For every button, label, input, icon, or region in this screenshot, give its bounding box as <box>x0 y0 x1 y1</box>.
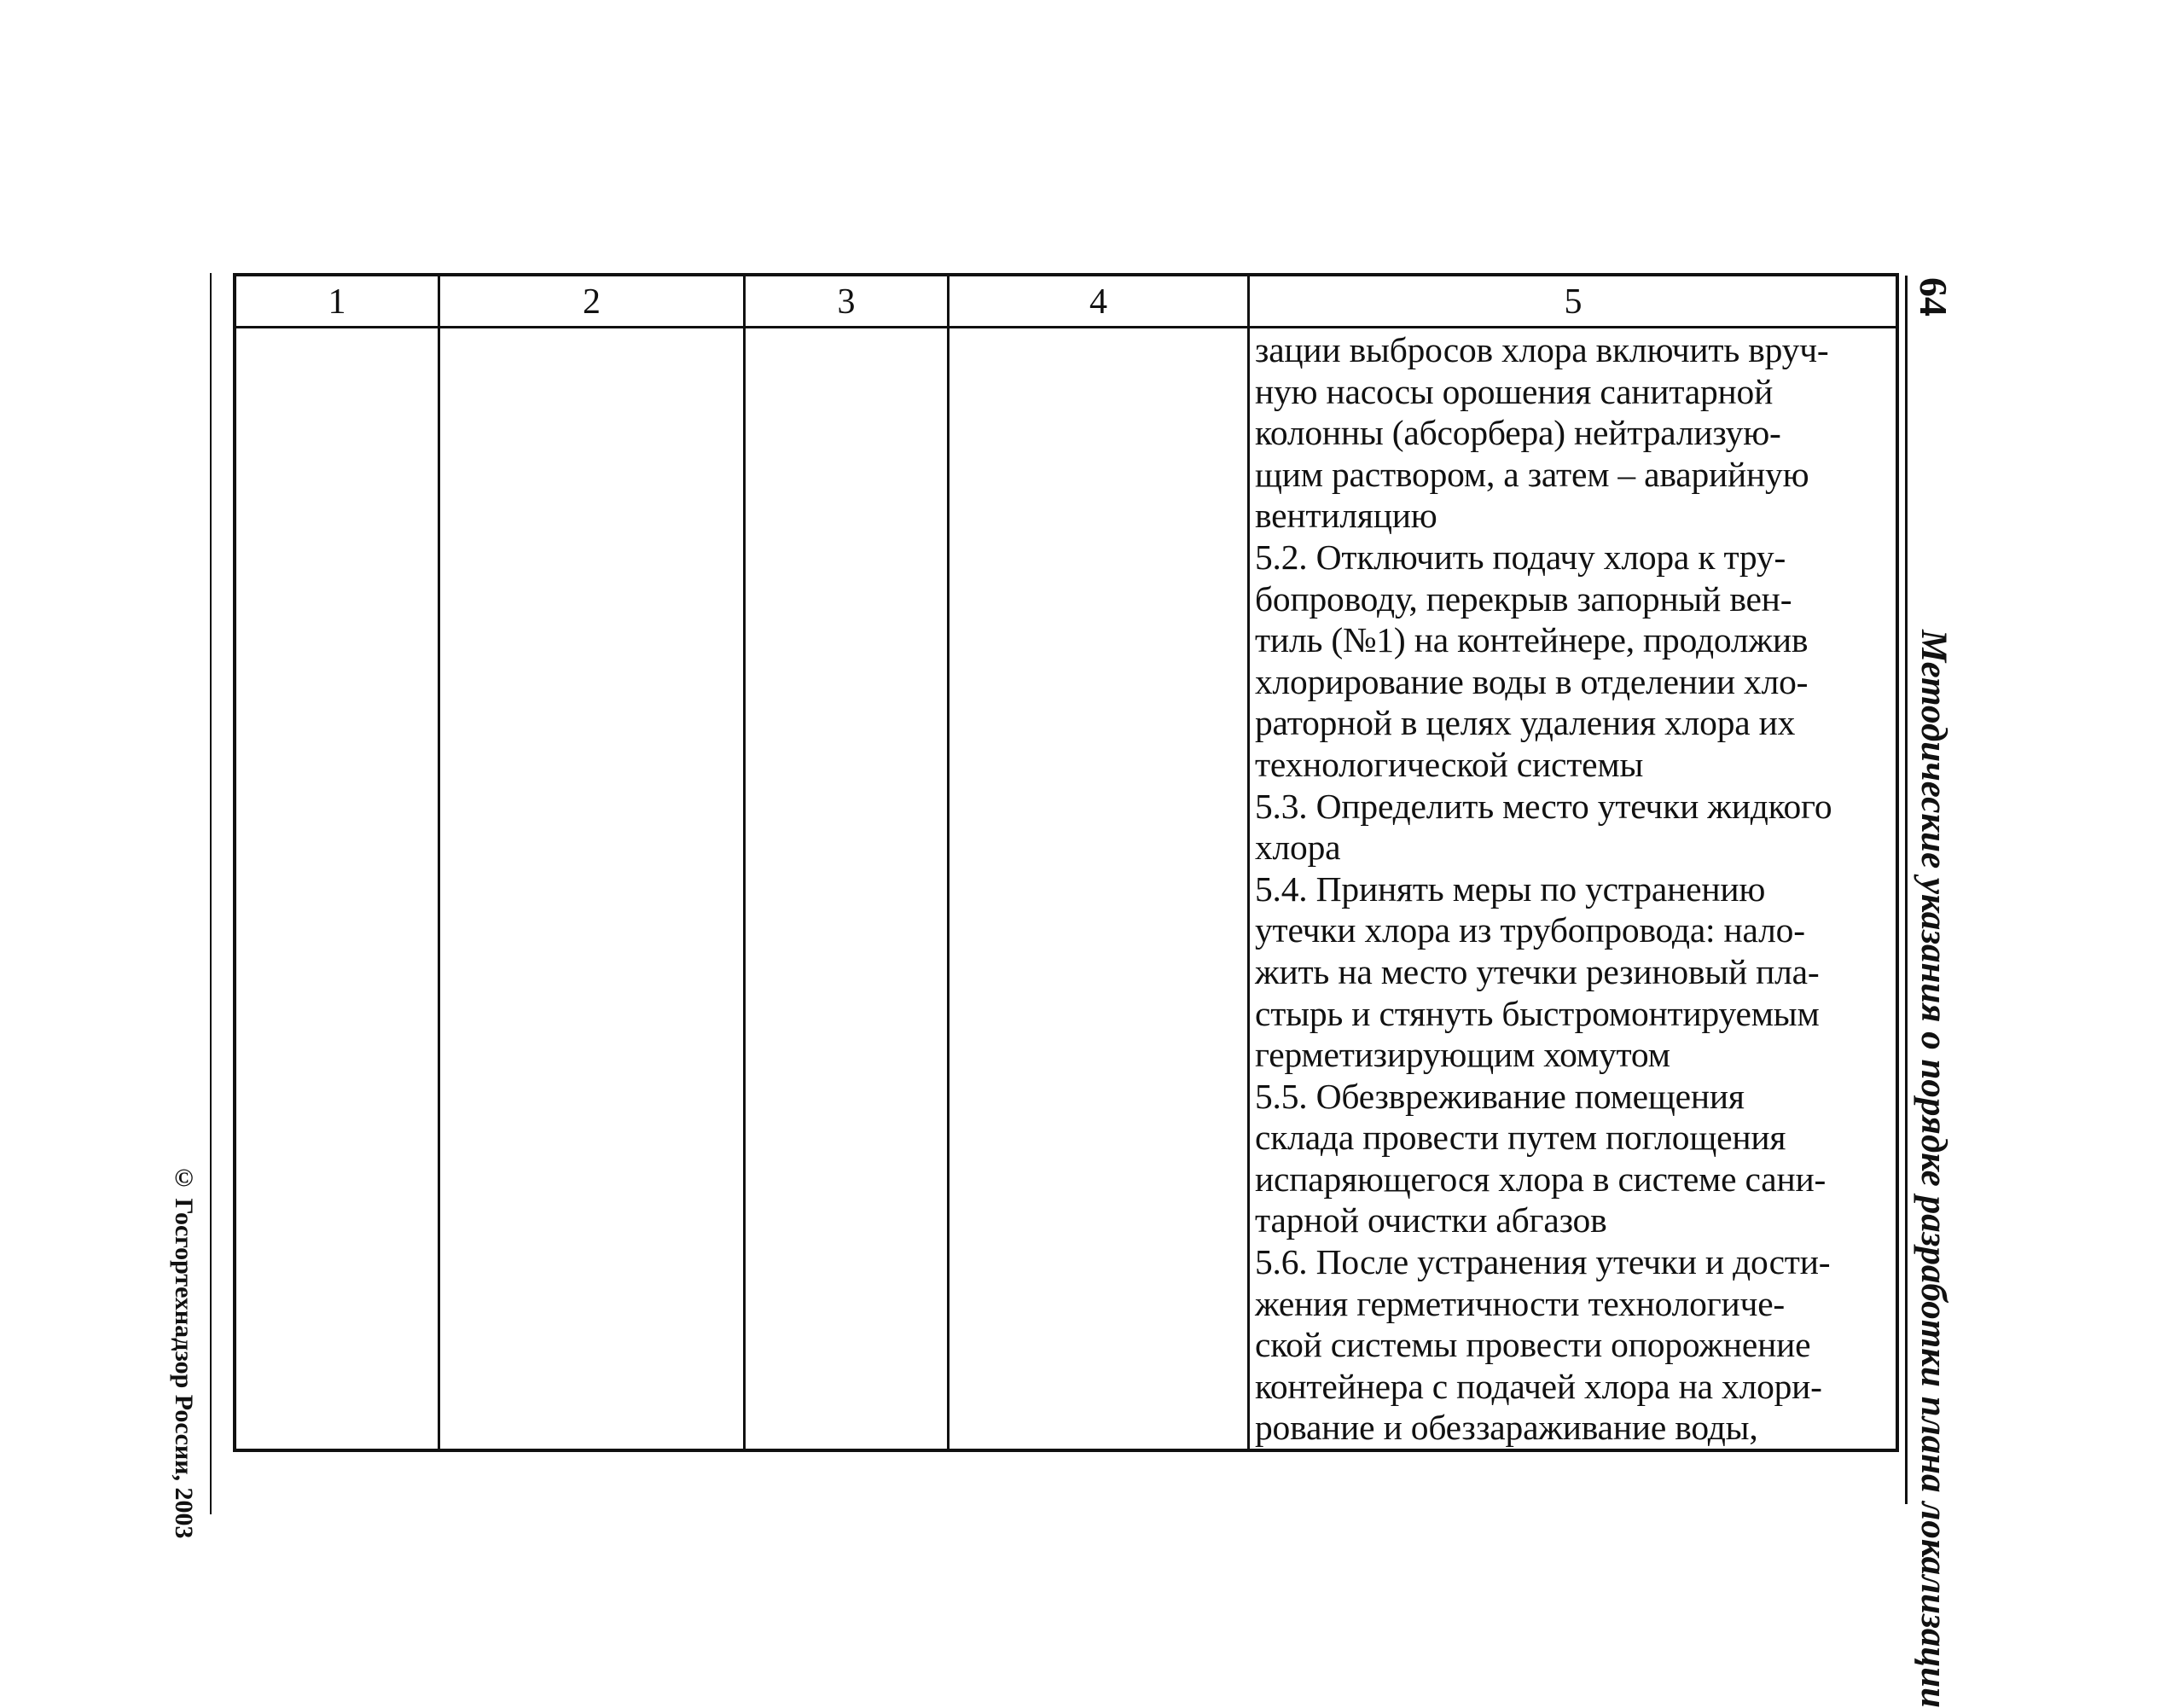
column-header-3: 3 <box>837 282 856 322</box>
text-line: бопроводу, перекрыв запорный вен- <box>1255 578 1792 619</box>
left-margin-rule <box>210 273 212 1514</box>
text-line: вентиляцию <box>1255 496 1437 536</box>
text-line: 5.3. Определить место утечки жидкого <box>1255 786 1832 826</box>
running-title: Методические указания о порядке разработки плана локализации <box>1914 630 1954 1708</box>
column-header-2: 2 <box>583 282 601 322</box>
column-divider <box>1247 276 1250 1449</box>
text-line: стырь и стянуть быстромонтируемым <box>1255 993 1820 1033</box>
text-line: 5.6. После устранения утечки и дости- <box>1255 1242 1831 1282</box>
text-line: зации выбросов хлора включить вруч- <box>1255 330 1829 369</box>
text-line: хлора <box>1255 828 1341 868</box>
header-row-divider <box>236 326 1896 328</box>
text-line: 5.4. Принять меры по устранению <box>1255 869 1766 909</box>
column-divider <box>743 276 746 1449</box>
text-line: испаряющегося хлора в системе сани- <box>1255 1159 1826 1199</box>
text-line: хлорирование воды в отделении хло- <box>1255 661 1809 701</box>
text-line: рование и обеззараживание воды, <box>1255 1408 1758 1448</box>
text-line: технологической системы <box>1255 744 1644 784</box>
copyright-notice: © Госгортехнадзор России, 2003 <box>170 1164 198 1539</box>
data-table <box>233 273 1899 1452</box>
text-line: щим раствором, а затем – аварийную <box>1255 454 1809 494</box>
text-line: 5.2. Отключить подачу хлора к тру- <box>1255 537 1786 577</box>
text-line: жения герметичности технологиче- <box>1255 1283 1786 1323</box>
column-header-4: 4 <box>1089 282 1107 322</box>
column-5-cell-text <box>1255 329 1886 1449</box>
text-line: колонны (абсорбера) нейтрализую- <box>1255 413 1781 453</box>
column-divider <box>947 276 950 1449</box>
right-margin-rule <box>1905 276 1908 1504</box>
text-line: раторной в целях удаления хлора их <box>1255 703 1796 743</box>
text-line: ской системы провести опорожнение <box>1255 1325 1811 1365</box>
text-line: жить на место утечки резиновый пла- <box>1255 951 1820 991</box>
column-header-1: 1 <box>328 282 346 322</box>
column-header-5: 5 <box>1564 282 1583 322</box>
text-line: утечки хлора из трубопровода: нало- <box>1255 910 1805 950</box>
text-line: 5.5. Обезвреживание помещения <box>1255 1076 1745 1116</box>
text-line: склада провести путем поглощения <box>1255 1118 1786 1158</box>
column-divider <box>438 276 440 1449</box>
text-line: герметизирующим хомутом <box>1255 1035 1670 1075</box>
page-number: 64 <box>1912 277 1955 317</box>
text-line: тарной очистки абгазов <box>1255 1200 1607 1240</box>
text-line: тиль (№1) на контейнере, продолжив <box>1255 620 1809 660</box>
text-line: ную насосы орошения санитарной <box>1255 371 1774 411</box>
text-line: контейнера с подачей хлора на хлори- <box>1255 1366 1822 1406</box>
